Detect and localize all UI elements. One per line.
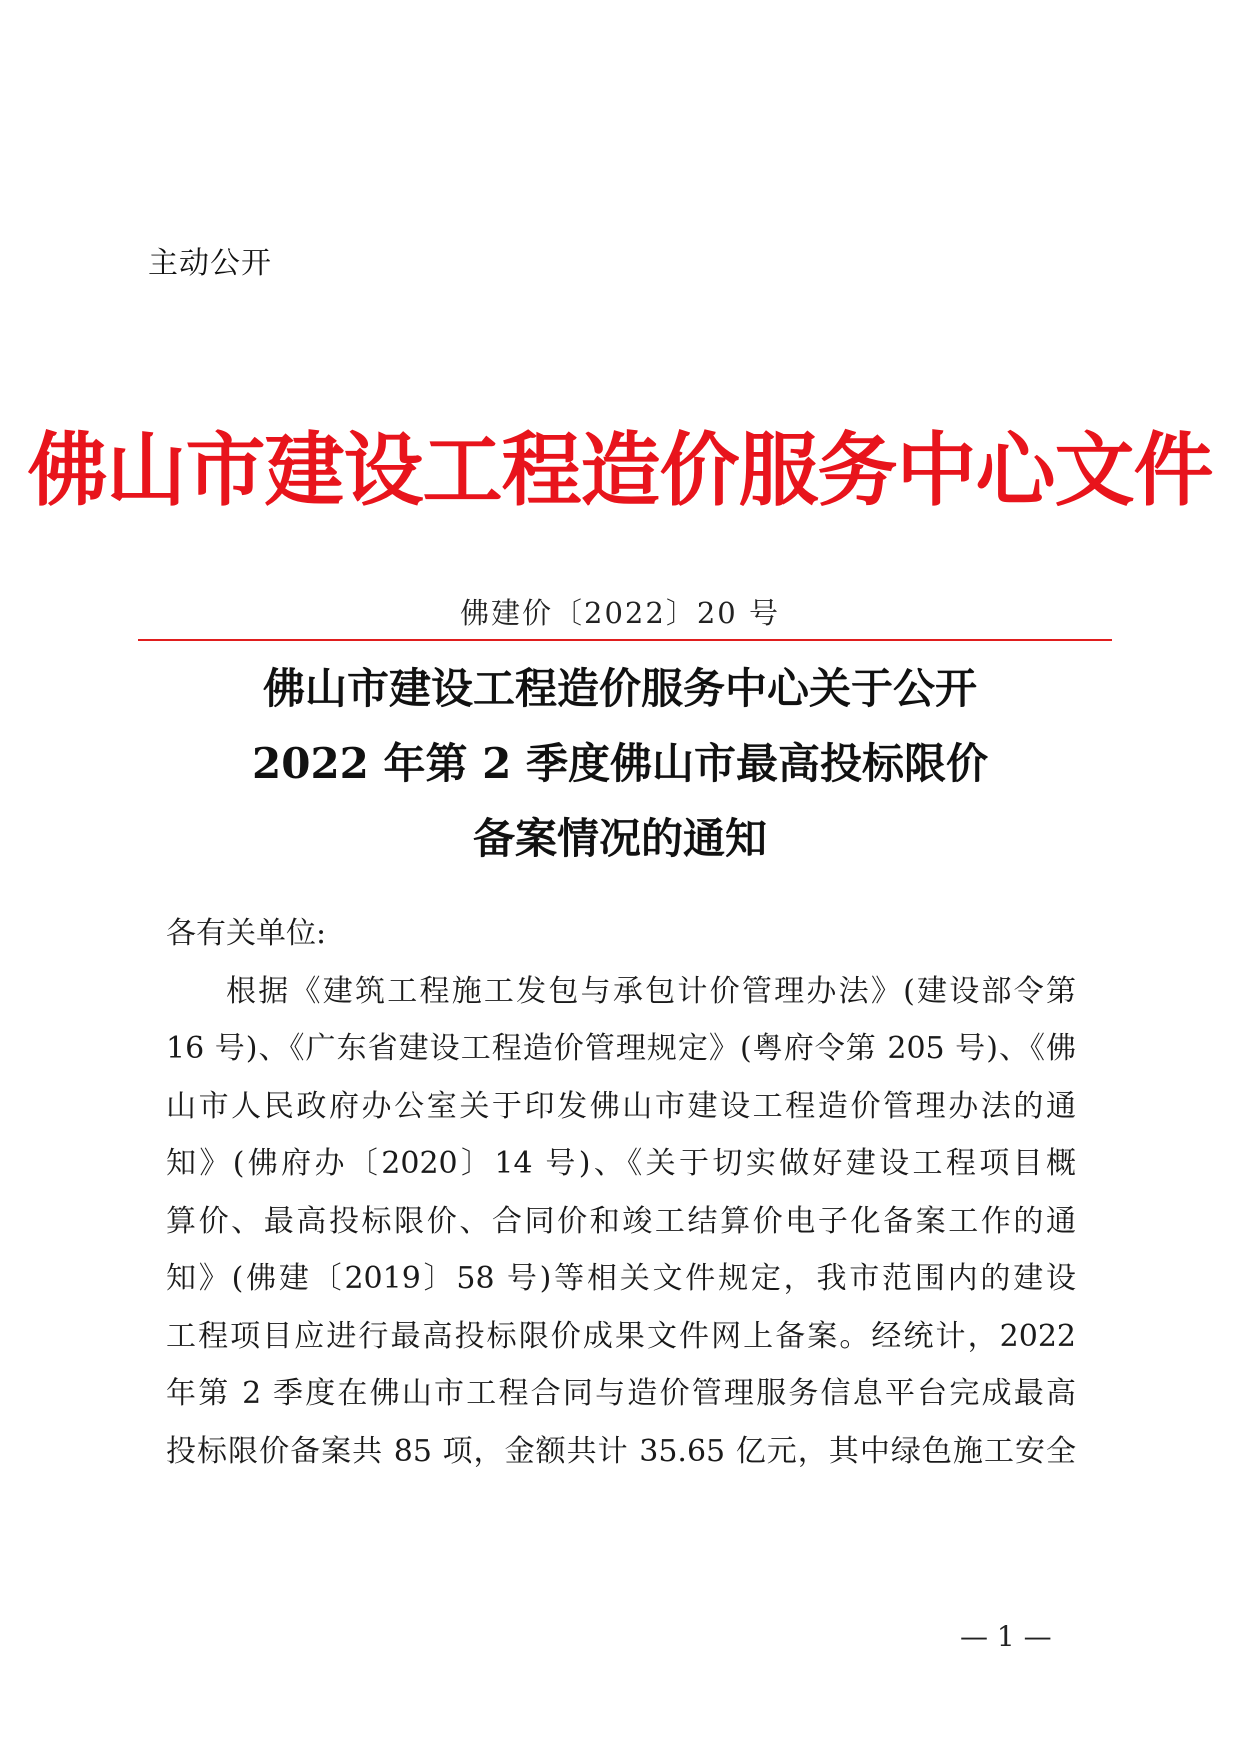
paragraph-line: 算价、最高投标限价、合同价和竣工结算价电子化备案工作的通: [166, 1203, 1076, 1239]
paragraph-line: 知》(佛府办〔2020〕14 号)、《关于切实做好建设工程项目概: [166, 1146, 1076, 1181]
document-masthead: 佛山市建设工程造价服务中心文件: [27, 423, 1213, 517]
title-line: 佛山市建设工程造价服务中心关于公开: [262, 664, 977, 713]
page-number: — 1 —: [960, 1620, 1052, 1653]
red-separator-line: [138, 639, 1112, 641]
paragraph-line: 山市人民政府办公室关于印发佛山市建设工程造价管理办法的通: [166, 1088, 1076, 1124]
title-line: 备案情况的通知: [472, 814, 767, 863]
document-title: [0, 651, 1240, 876]
document-body: [166, 905, 1076, 1480]
paragraph-line: 知》(佛建〔2019〕58 号)等相关文件规定，我市范围内的建设: [166, 1261, 1076, 1296]
paragraph-line: 年第 2 季度在佛山市工程合同与造价管理服务信息平台完成最高: [166, 1376, 1076, 1411]
paragraph-line: 根据《建筑工程施工发包与承包计价管理办法》(建设部令第: [226, 973, 1076, 1009]
paragraph-line: 工程项目应进行最高投标限价成果文件网上备案。经统计，2022: [166, 1318, 1076, 1354]
disclosure-label: 主动公开: [148, 246, 272, 281]
paragraph-line: 16 号)、《广东省建设工程造价管理规定》(粤府令第 205 号)、《佛: [166, 1031, 1076, 1066]
paragraph-line: 投标限价备案共 85 项，金额共计 35.65 亿元，其中绿色施工安全: [166, 1433, 1076, 1469]
title-line: 2022 年第 2 季度佛山市最高投标限价: [252, 739, 988, 788]
document-number: 佛建价〔2022〕20 号: [460, 596, 780, 630]
salutation: 各有关单位:: [166, 916, 327, 951]
